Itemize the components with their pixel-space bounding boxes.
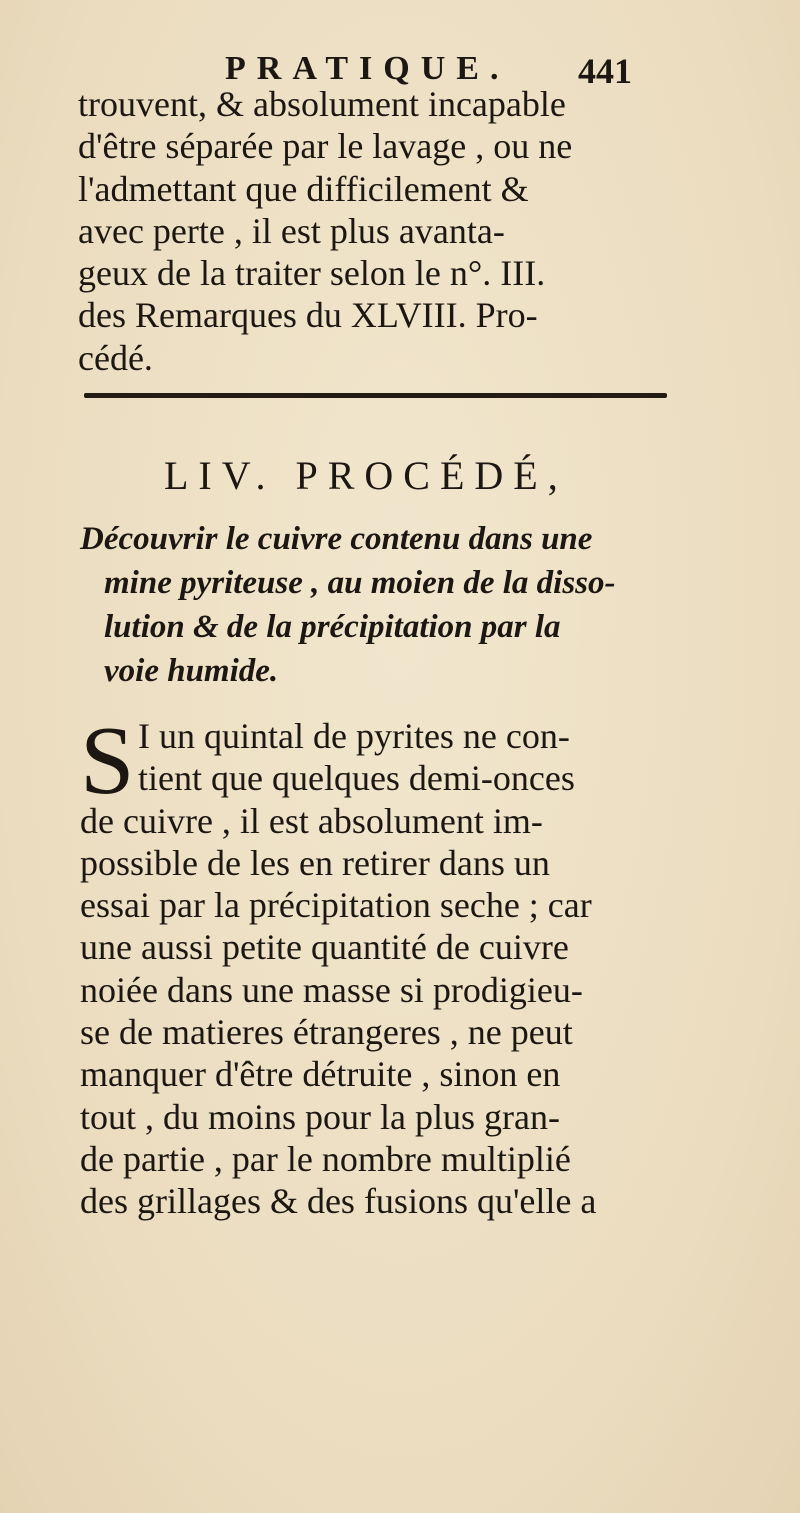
text-line: cédé. [78,337,153,378]
text-line: geux de la traiter selon le n°. III. [78,253,546,294]
text-line: l'admettant que difficilement & [78,168,529,209]
text-line: d'être séparée par le lavage , ou ne [78,126,573,167]
chapter-subtitle [80,517,700,693]
text-line: noiée dans une masse si prodigieu- [80,969,583,1010]
text-line: possible de les en retirer dans un [80,842,550,883]
running-title: PRATIQUE. [225,50,510,87]
text-line: se de matieres étrangeres , ne peut [80,1012,573,1053]
subtitle-line: mine pyriteuse , au moien de la disso- [104,565,616,601]
body-paragraph [80,707,680,1223]
text-line: de partie , par le nombre multiplié [80,1138,571,1179]
text-line: tout , du moins pour la plus gran- [80,1096,560,1137]
text-line: avec perte , il est plus avanta- [78,210,505,251]
subtitle-line: Découvrir le cuivre contenu dans une [80,521,593,557]
text-line: I un quintal de pyrites ne con- [138,716,570,756]
section-divider-rule [84,393,667,398]
text-line: des Remarques du XLVIII. Pro- [78,295,538,336]
subtitle-line: voie humide. [104,653,279,689]
text-line: de cuivre , il est absolument im- [80,800,543,841]
drop-cap: S [80,707,135,815]
top-paragraph [78,83,678,379]
chapter-title: LIV. PROCÉDÉ, [164,453,568,498]
text-line: manquer d'être détruite , sinon en [80,1054,561,1095]
page-number: 441 [578,51,632,91]
text-line: une aussi petite quantité de cuivre [80,927,569,968]
subtitle-line: lution & de la précipitation par la [104,609,561,645]
text-line: trouvent, & absolument incapable [78,84,566,124]
text-line: essai par la précipitation seche ; car [80,885,592,926]
text-line: des grillages & des fusions qu'elle a [80,1181,597,1222]
text-line: tient que quelques demi-onces [138,758,575,799]
